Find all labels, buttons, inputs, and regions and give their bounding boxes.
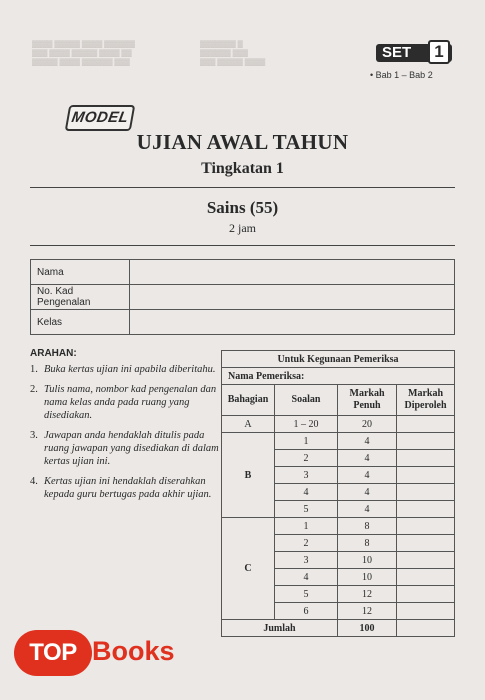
marks-obtained-cell[interactable]	[397, 416, 455, 433]
item-number: 2.	[30, 384, 38, 395]
divider	[30, 245, 455, 246]
subject-title: Sains (55)	[206, 198, 279, 217]
item-number: 4.	[30, 476, 38, 487]
list-item	[30, 429, 220, 468]
marks-table-title: Untuk Kegunaan Pemeriksa	[222, 351, 455, 368]
full-marks: 4	[338, 450, 397, 467]
section-a: A	[222, 416, 275, 433]
name-field[interactable]	[130, 260, 455, 285]
question-number: 6	[275, 603, 338, 620]
question-number: 2	[275, 450, 338, 467]
logo-top-text: TOP	[14, 630, 92, 676]
full-marks: 20	[338, 416, 397, 433]
full-marks: 4	[338, 433, 397, 450]
table-title-row	[222, 351, 455, 368]
divider	[30, 187, 455, 188]
show-through-text: ▓▓▓▓ ▓▓▓▓▓ ▓▓▓▓ ▓▓▓▓▓▓ ▓▓▓ ▓▓▓▓ ▓▓▓▓▓ ▓▓▓▓ ▓▓ ▓▓▓▓▓ ▓▓▓▓ ▓▓▓▓▓▓ ▓▓▓	[32, 41, 135, 66]
marks-obtained-cell[interactable]	[397, 569, 455, 586]
instructions-list	[30, 363, 220, 508]
total-row	[222, 620, 455, 637]
table-row	[222, 433, 455, 450]
total-obtained-cell[interactable]	[397, 620, 455, 637]
full-marks: 12	[338, 603, 397, 620]
question-number: 1	[275, 433, 338, 450]
question-number: 3	[275, 467, 338, 484]
name-label: Nama	[31, 260, 130, 285]
full-marks: 8	[338, 535, 397, 552]
exam-duration: 2 jam	[229, 221, 256, 235]
ic-number-field[interactable]	[130, 285, 455, 310]
marks-obtained-cell[interactable]	[397, 467, 455, 484]
marks-obtained-cell[interactable]	[397, 552, 455, 569]
chapter-range: • Bab 1 – Bab 2	[370, 70, 433, 80]
question-number: 2	[275, 535, 338, 552]
item-number: 3.	[30, 430, 38, 441]
exam-title: UJIAN AWAL TAHUN	[136, 130, 349, 154]
marks-obtained-cell[interactable]	[397, 450, 455, 467]
item-text: Tulis nama, nombor kad pengenalan dan nama kelas anda pada ruang yang disediakan.	[44, 384, 217, 421]
list-item	[30, 363, 220, 376]
column-header: Bahagian	[222, 385, 275, 416]
examiner-name-label[interactable]: Nama Pemeriksa:	[222, 368, 455, 385]
table-row	[222, 518, 455, 535]
total-label: Jumlah	[222, 620, 338, 637]
question-number: 4	[275, 569, 338, 586]
column-header: Markah Diperoleh	[397, 385, 455, 416]
section-b: B	[222, 433, 275, 518]
marks-obtained-cell[interactable]	[397, 484, 455, 501]
total-marks: 100	[338, 620, 397, 637]
marks-obtained-cell[interactable]	[397, 603, 455, 620]
class-label: Kelas	[31, 310, 130, 335]
list-item	[30, 383, 220, 422]
table-row	[31, 285, 455, 310]
table-row	[222, 416, 455, 433]
item-text: Jawapan anda hendaklah ditulis pada ruang jawapan yang disediakan di dalam kertas ujian ini.	[44, 430, 219, 467]
set-label: SET	[376, 44, 452, 62]
marks-obtained-cell[interactable]	[397, 518, 455, 535]
topbooks-watermark-logo	[14, 630, 186, 676]
question-number: 5	[275, 586, 338, 603]
full-marks: 10	[338, 552, 397, 569]
class-field[interactable]	[130, 310, 455, 335]
item-text: Kertas ujian ini hendaklah diserahkan kepada guru bertugas pada akhir ujian.	[44, 476, 212, 500]
list-item	[30, 475, 220, 501]
full-marks: 4	[338, 484, 397, 501]
question-range: 1 – 20	[275, 416, 338, 433]
full-marks: 8	[338, 518, 397, 535]
question-number: 4	[275, 484, 338, 501]
logo-books-text: Books	[92, 636, 175, 666]
marks-obtained-cell[interactable]	[397, 501, 455, 518]
question-number: 3	[275, 552, 338, 569]
examiner-row	[222, 368, 455, 385]
instructions-heading: ARAHAN:	[30, 348, 77, 359]
student-info-table	[30, 259, 455, 335]
column-header-row	[222, 385, 455, 416]
model-tag: MODEL	[65, 105, 136, 131]
full-marks: 10	[338, 569, 397, 586]
column-header: Markah Penuh	[338, 385, 397, 416]
item-text: Buka kertas ujian ini apabila diberitahu.	[44, 364, 216, 375]
table-row	[31, 260, 455, 285]
examiner-marks-table	[221, 350, 455, 637]
set-number: 1	[428, 40, 450, 64]
item-number: 1.	[30, 364, 38, 375]
full-marks: 4	[338, 501, 397, 518]
table-row	[31, 310, 455, 335]
marks-obtained-cell[interactable]	[397, 433, 455, 450]
set-badge	[376, 40, 452, 64]
show-through-text: ▓▓▓▓▓▓▓ ▓ ▓▓▓▓▓▓ ▓▓▓ ▓▓▓ ▓▓▓▓▓ ▓▓▓▓	[200, 41, 266, 66]
question-number: 5	[275, 501, 338, 518]
column-header: Soalan	[275, 385, 338, 416]
full-marks: 12	[338, 586, 397, 603]
marks-obtained-cell[interactable]	[397, 535, 455, 552]
full-marks: 4	[338, 467, 397, 484]
ic-number-label: No. Kad Pengenalan	[31, 285, 130, 310]
form-level: Tingkatan 1	[201, 160, 284, 177]
marks-obtained-cell[interactable]	[397, 586, 455, 603]
question-number: 1	[275, 518, 338, 535]
section-c: C	[222, 518, 275, 620]
